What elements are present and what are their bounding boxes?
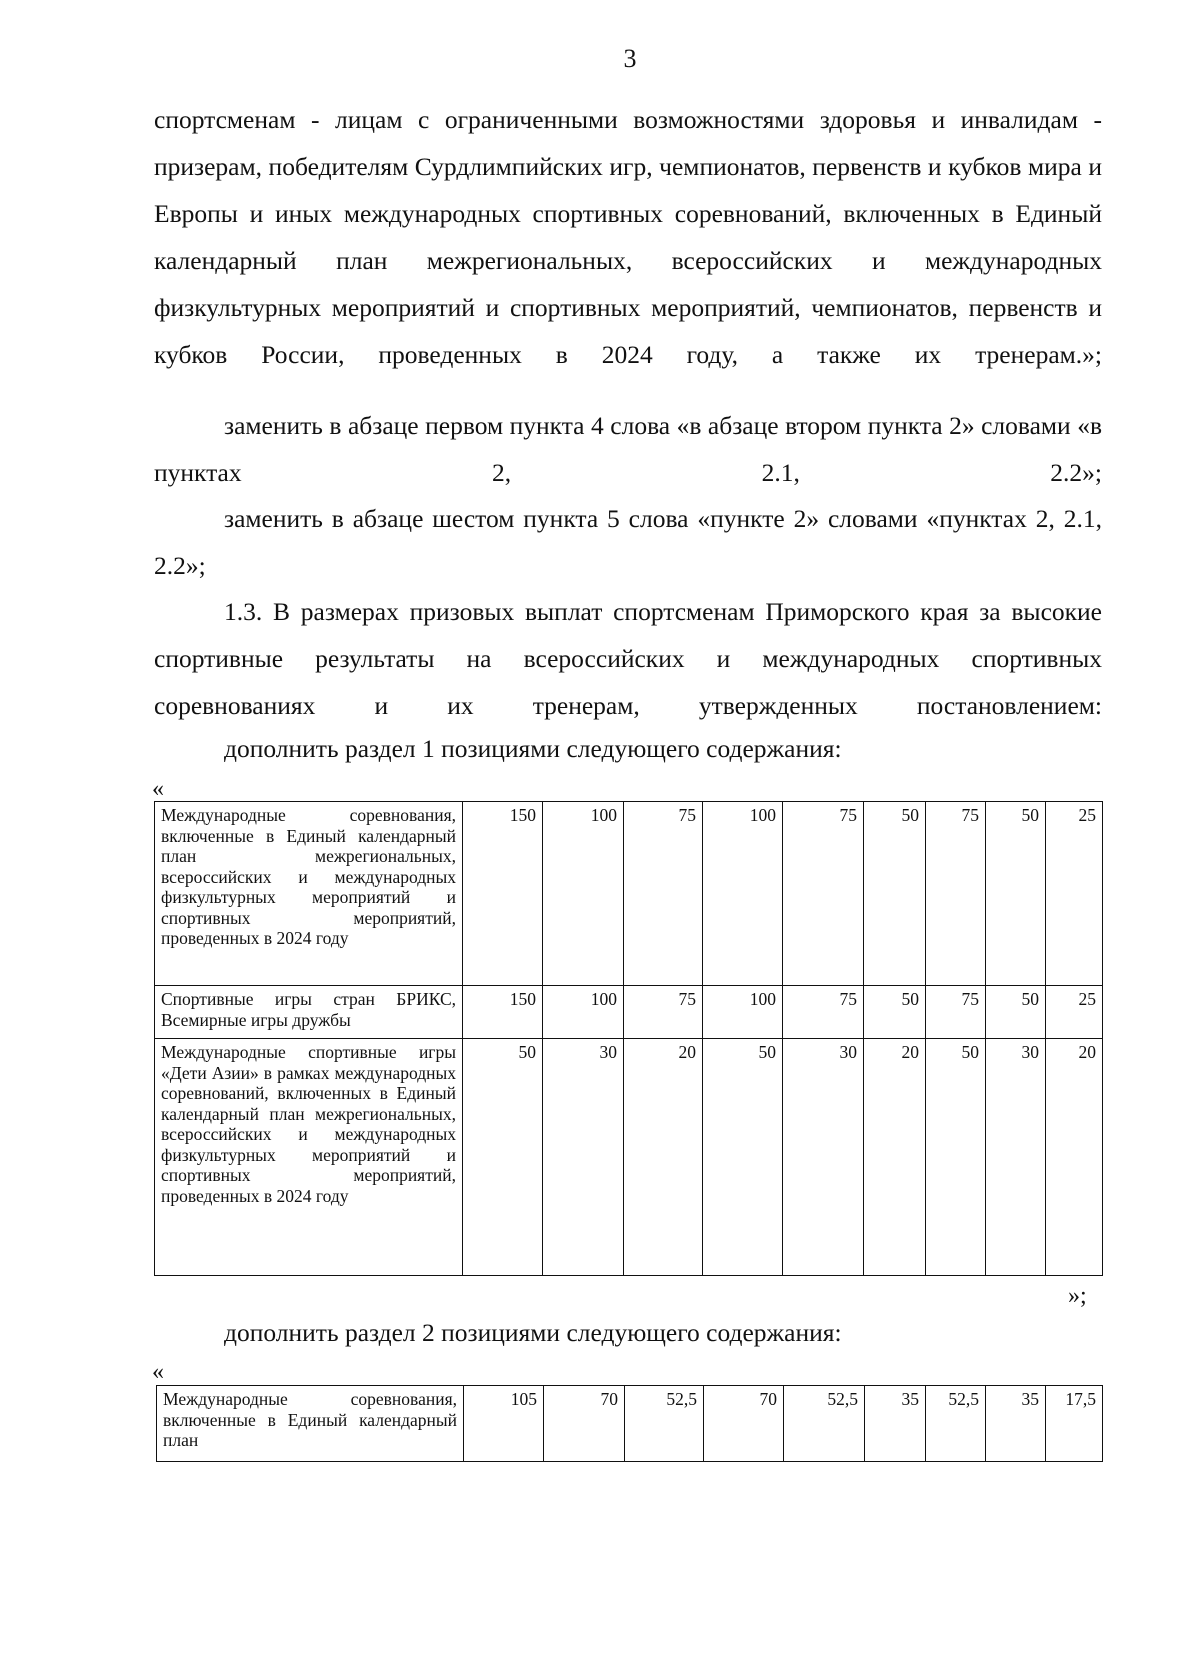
- row-value: 50: [864, 802, 926, 986]
- table-row: [155, 986, 1103, 1039]
- paragraph-continuation: спортсменам - лицам с ограниченными возможностями здоровья и инвалидам - призерам, победителям Сурдлимпийских игр, чемпионатов, первенств и кубков мира и Европы и иных международных спортивных соревнований, включенных в Единый календарный план межрегиональных, всероссийских и международных физкультурных мероприятий и спортивных мероприятий, чемпионатов, первенств и кубков России, проведенных в 2024 году, а также их тренерам.»;: [154, 105, 1102, 369]
- close-quote: »;: [1068, 1283, 1087, 1309]
- section-2-table: [156, 1385, 1103, 1462]
- row-value: 20: [624, 1039, 703, 1276]
- row-value: 75: [624, 802, 703, 986]
- row-value: 35: [986, 1386, 1046, 1462]
- row-value: 50: [463, 1039, 543, 1276]
- row-value: 75: [926, 802, 986, 986]
- row-value: 70: [544, 1386, 625, 1462]
- row-value: 30: [783, 1039, 864, 1276]
- row-value: 52,5: [926, 1386, 986, 1462]
- row-value: 150: [463, 802, 543, 986]
- section-1-table: [154, 801, 1103, 1276]
- table-row: [155, 802, 1103, 986]
- page-number: 3: [623, 44, 637, 73]
- row-value: 52,5: [625, 1386, 704, 1462]
- row-value: 75: [926, 986, 986, 1039]
- row-value: 35: [865, 1386, 926, 1462]
- row-value: 100: [703, 986, 783, 1039]
- paragraph-amend-point-4: заменить в абзаце первом пункта 4 слова «в абзаце втором пункта 2» словами «в пунктах 2, 2.1, 2.2»;: [154, 411, 1102, 487]
- row-value: 25: [1046, 986, 1103, 1039]
- row-name: Международные соревнования, включенные в Единый календарный план: [157, 1386, 464, 1462]
- table-row: [157, 1386, 1103, 1462]
- row-value: 100: [703, 802, 783, 986]
- table-row: [155, 1039, 1103, 1276]
- row-value: 17,5: [1046, 1386, 1103, 1462]
- row-value: 75: [783, 986, 864, 1039]
- row-value: 150: [463, 986, 543, 1039]
- row-value: 75: [783, 802, 864, 986]
- row-value: 100: [543, 802, 624, 986]
- row-value: 100: [543, 986, 624, 1039]
- row-name: Спортивные игры стран БРИКС, Всемирные игры дружбы: [155, 986, 463, 1039]
- row-value: 25: [1046, 802, 1103, 986]
- row-value: 30: [543, 1039, 624, 1276]
- row-value: 50: [986, 986, 1046, 1039]
- row-value: 70: [704, 1386, 784, 1462]
- row-value: 20: [1046, 1039, 1103, 1276]
- row-value: 20: [864, 1039, 926, 1276]
- open-quote: «: [152, 776, 164, 802]
- open-quote: «: [152, 1359, 164, 1385]
- row-value: 52,5: [784, 1386, 865, 1462]
- paragraph-section-2-intro: дополнить раздел 2 позициями следующего содержания:: [224, 1318, 842, 1347]
- paragraph-1-3: 1.3. В размерах призовых выплат спортсменам Приморского края за высокие спортивные результаты на всероссийских и международных спортивных соревнованиях и их тренерам, утвержденных постановлением:: [154, 597, 1102, 720]
- row-value: 50: [986, 802, 1046, 986]
- row-value: 50: [703, 1039, 783, 1276]
- row-value: 75: [624, 986, 703, 1039]
- row-name: Международные соревнования, включенные в Единый календарный план межрегиональных, всероссийских и международных физкультурных мероприятий и спортивных мероприятий, проведенных в 2024 году: [155, 802, 463, 986]
- row-value: 50: [926, 1039, 986, 1276]
- row-value: 30: [986, 1039, 1046, 1276]
- row-value: 50: [864, 986, 926, 1039]
- row-name: Международные спортивные игры «Дети Азии» в рамках международных соревнований, включенных в Единый календарный план межрегиональных, всероссийских и международных физкультурных мероприятий и спортивных мероприятий, проведенных в 2024 году: [155, 1039, 463, 1276]
- row-value: 105: [464, 1386, 544, 1462]
- paragraph-section-1-intro: дополнить раздел 1 позициями следующего содержания:: [224, 734, 842, 763]
- paragraph-amend-point-5: заменить в абзаце шестом пункта 5 слова «пункте 2» словами «пунктах 2, 2.1, 2.2»;: [154, 504, 1102, 580]
